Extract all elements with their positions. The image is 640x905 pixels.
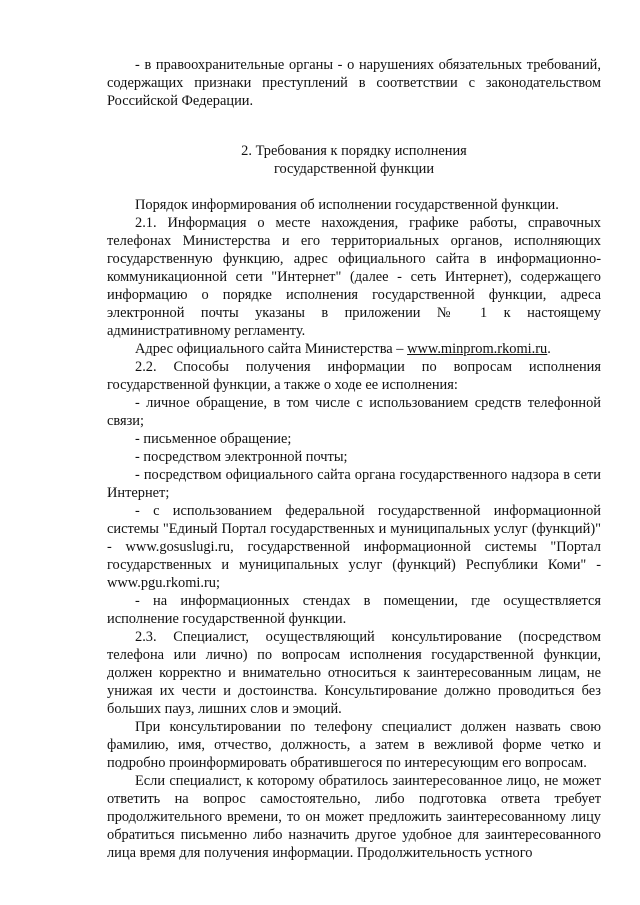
paragraph-2-2: 2.2. Способы получения информации по вопросам исполнения государственной функции, а также о ходе ее исполнения:	[107, 359, 601, 393]
section-title-line2: государственной функции	[273, 161, 435, 177]
list-item-email: - посредством электронной почты;	[135, 449, 348, 465]
paragraph-order: Порядок информирования об исполнении государственной функции.	[135, 197, 559, 213]
section-heading	[107, 142, 601, 178]
list-item-written: - письменное обращение;	[135, 431, 292, 447]
site-address-label: Адрес официального сайта Министерства –	[135, 341, 408, 357]
list-item-personal: - личное обращение, в том числе с использованием средств телефонной связи;	[107, 395, 601, 429]
list-item-federal-portal: - с использованием федеральной государственной информационной системы "Единый Портал государственных и муниципальных услуг (функций)" - www.gosuslugi.ru, государственной информационной системы "Портал государственных и муниципальных услуг (функций) Республики Коми" - www.pgu.rkomi.ru;	[107, 503, 601, 591]
list-item-official-site: - посредством официального сайта органа государственного надзора в сети Интернет;	[107, 467, 601, 501]
paragraph-phone-consult: При консультировании по телефону специалист должен назвать свою фамилию, имя, отчество, должность, а затем в вежливой форме четко и подробно проинформировать обратившегося по интересующим его вопросам.	[107, 719, 601, 771]
paragraph-site-address	[107, 340, 601, 358]
paragraph-2-3: 2.3. Специалист, осуществляющий консультирование (посредством телефона или лично) по вопросам исполнения государственной функции, должен корректно и внимательно относиться к заинтересованным лицам, не унижая их чести и достоинства. Консультирование должно проводиться без больших пауз, лишних слов и эмоций.	[107, 629, 601, 717]
ministry-site-link[interactable]: www.minprom.rkomi.ru	[407, 341, 548, 357]
list-item-info-stands: - на информационных стендах в помещении, где осуществляется исполнение государственной функции.	[107, 593, 601, 627]
section-title-line1: 2. Требования к порядку исполнения	[241, 143, 467, 159]
document-page	[107, 56, 601, 862]
paragraph-2-1: 2.1. Информация о месте нахождения, графике работы, справочных телефонах Министерства и его территориальных органов, исполняющих государственную функцию, адрес официального сайта в информационно-коммуникационной сети "Интернет" (далее - сеть Интернет), содержащего информацию о порядке исполнения государственной функции, адреса электронной почты указаны в приложении № 1 к настоящему административному регламенту.	[107, 215, 601, 339]
paragraph-specialist: Если специалист, к которому обратилось заинтересованное лицо, не может ответить на вопрос самостоятельно, либо подготовка ответа требует продолжительного времени, то он может предложить заинтересованному лицу обратиться письменно либо назначить другое удобное для заинтересованного лица время для получения информации. Продолжительность устного	[107, 773, 601, 861]
site-address-end: .	[547, 341, 551, 357]
intro-list-item: - в правоохранительные органы - о нарушениях обязательных требований, содержащих признаки преступлений в соответствии с законодательством Российской Федерации.	[107, 57, 601, 109]
